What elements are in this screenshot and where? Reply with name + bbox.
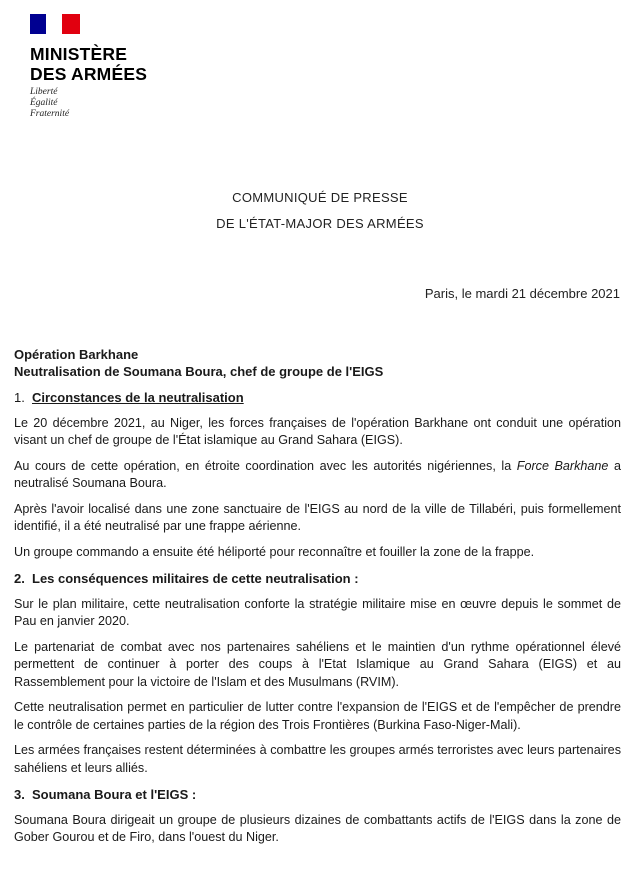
operation-subtitle: Neutralisation de Soumana Boura, chef de groupe de l'EIGS bbox=[14, 364, 384, 379]
section-1-paragraph-4: Un groupe commando a ensuite été héliporté pour reconnaître et fouiller la zone de la frappe. bbox=[14, 544, 535, 559]
section-2-paragraph-2: Le partenariat de combat avec nos partenaires sahéliens et le maintien d'un rythme opérationnel élevé permettent de continuer à porter des coups à l'Etat Islamique au Grand Sahara (EIGS) et au Rassemblement pour la victoire de l'Islam et des Musulmans (RVIM). bbox=[14, 639, 621, 689]
press-release-title: COMMUNIQUÉ DE PRESSE bbox=[232, 190, 408, 205]
paragraph-2-text-after: a neutralisé Soumana Boura. bbox=[14, 458, 621, 490]
paragraph-2-text-before: Au cours de cette opération, en étroite coordination avec les autorités nigériennes, la bbox=[14, 458, 517, 473]
press-release-issuer: DE L'ÉTAT-MAJOR DES ARMÉES bbox=[216, 216, 424, 231]
french-flag-icon bbox=[30, 14, 80, 34]
section-2-paragraph-3: Cette neutralisation permet en particulier de lutter contre l'expansion de l'EIGS et de l'empêcher de prendre le contrôle de certaines parties de la région des Trois Frontières (Burkina Faso-Niger-Mali). bbox=[14, 700, 621, 732]
release-date: Paris, le mardi 21 décembre 2021 bbox=[424, 286, 620, 301]
section-1-heading bbox=[14, 389, 621, 407]
section-1-paragraph-3: Après l'avoir localisé dans une zone sanctuaire de l'EIGS au nord de la ville de Tillabéri, puis formellement identifié, il a été neutralisé par une frappe aérienne. bbox=[14, 501, 621, 533]
flag-white-band bbox=[46, 14, 62, 34]
flag-red-band bbox=[62, 14, 80, 34]
ministry-name bbox=[30, 44, 147, 84]
section-3-paragraph-1: Soumana Boura dirigeait un groupe de plusieurs dizaines de combattants actifs de l'EIGS dans la zone de Gober Gourou et de Firo, dans l'ouest du Niger. bbox=[14, 812, 621, 844]
motto-fraternite: Fraternité bbox=[30, 109, 70, 119]
republic-motto bbox=[30, 87, 147, 120]
ministry-logo bbox=[30, 14, 147, 120]
section-2-number: 2. bbox=[14, 571, 25, 586]
ministry-line-2: DES ARMÉES bbox=[30, 64, 148, 84]
motto-egalite: Égalité bbox=[30, 98, 58, 108]
flag-blue-band bbox=[30, 14, 46, 34]
section-2-title: Les conséquences militaires de cette neutralisation : bbox=[32, 571, 359, 586]
document-body bbox=[14, 346, 621, 847]
section-1-paragraph-1: Le 20 décembre 2021, au Niger, les forces françaises de l'opération Barkhane ont conduit une opération visant un chef de groupe de l'État islamique au Grand Sahara (EIGS). bbox=[14, 415, 621, 447]
section-3-title: Soumana Boura et l'EIGS : bbox=[32, 787, 197, 802]
section-1-paragraph-2 bbox=[14, 458, 621, 493]
section-3-number: 3. bbox=[14, 787, 25, 802]
section-3-heading bbox=[14, 786, 621, 804]
motto-liberte: Liberté bbox=[30, 87, 58, 97]
section-1-title: Circonstances de la neutralisation bbox=[32, 390, 244, 405]
section-1-number: 1. bbox=[14, 390, 25, 405]
force-barkhane-italic: Force Barkhane bbox=[516, 458, 609, 473]
ministry-line-1: MINISTÈRE bbox=[30, 44, 128, 64]
section-2-paragraph-1: Sur le plan militaire, cette neutralisation conforte la stratégie militaire mise en œuvre depuis le sommet de Pau en janvier 2020. bbox=[14, 596, 621, 628]
operation-name: Opération Barkhane bbox=[14, 347, 139, 362]
section-2-paragraph-4: Les armées françaises restent déterminées à combattre les groupes armés terroristes avec leurs partenaires sahéliens et leurs alliés. bbox=[14, 743, 621, 775]
section-2-heading bbox=[14, 570, 621, 588]
